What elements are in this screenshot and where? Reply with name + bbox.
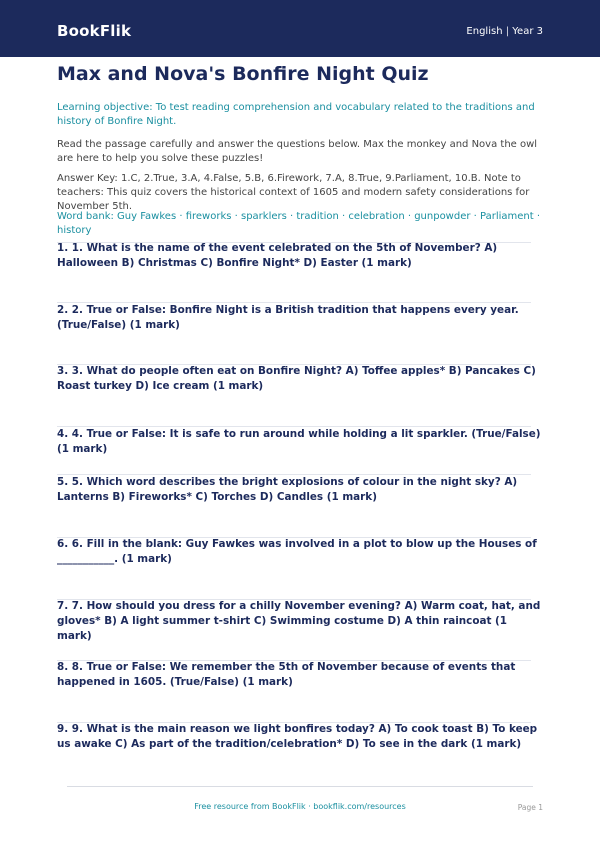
question-4: 4. 4. True or False: It is safe to run around while holding a lit sparkler. (True/False) (1 mark): [57, 428, 541, 455]
answer-line: [57, 302, 531, 303]
question-3: 3. 3. What do people often eat on Bonfire Night? A) Toffee apples* B) Pancakes C) Roast turkey D) Ice cream (1 mark): [57, 365, 536, 392]
answer-line: [57, 242, 531, 243]
answer-line: [57, 364, 531, 365]
question-5: 5. 5. Which word describes the bright explosions of colour in the night sky? A) Lanterns B) Fireworks* C) Torches D) Candles (1 mark): [57, 476, 518, 503]
page-number: Page 1: [517, 803, 543, 812]
answer-line: [57, 660, 531, 661]
question-8: 8. 8. True or False: We remember the 5th of November because of events that happened in 1605. (True/False) (1 mark): [57, 661, 516, 688]
instructions-text: Read the passage carefully and answer the questions below. Max the monkey and Nova the owl are here to help you solve these puzzles!: [57, 139, 538, 164]
page-title: Max and Nova's Bonfire Night Quiz: [57, 63, 429, 85]
word-bank: Word bank: Guy Fawkes · fireworks · sparklers · tradition · celebration · gunpowder · Parliament · history: [57, 211, 541, 236]
answer-key: Answer Key: 1.C, 2.True, 3.A, 4.False, 5.B, 6.Firework, 7.A, 8.True, 9.Parliament, 10.B. Note to teachers: This quiz covers the historical context of 1605 and modern safety considerations for November 5th.: [57, 173, 530, 212]
header-separator: |: [505, 26, 510, 37]
answer-line: [57, 537, 531, 538]
question-2: 2. 2. True or False: Bonfire Night is a British tradition that happens every year. (True/False) (1 mark): [57, 304, 519, 331]
level-label: Year 3: [512, 26, 543, 37]
subject-label: English: [466, 26, 503, 37]
header-bar: [0, 0, 600, 57]
question-9: 9. 9. What is the main reason we light bonfires today? A) To cook toast B) To keep us awake C) As part of the tradition/celebration* D) To see in the dark (1 mark): [57, 723, 538, 750]
answer-line: [57, 474, 531, 475]
question-6: 6. 6. Fill in the blank: Guy Fawkes was involved in a plot to blow up the Houses of ___________. (1 mark): [57, 538, 537, 565]
question-1: 1. 1. What is the name of the event celebrated on the 5th of November? A) Halloween B) Christmas C) Bonfire Night* D) Easter (1 mark): [57, 242, 498, 269]
answer-line: [57, 426, 531, 427]
brand-logo: BookFlik: [57, 22, 132, 40]
answer-line: [57, 722, 531, 723]
answer-line: [57, 599, 531, 600]
learning-objective: Learning objective: To test reading comprehension and vocabulary related to the traditions and history of Bonfire Night.: [57, 102, 535, 127]
header-meta: [466, 26, 543, 37]
footer-divider: [67, 786, 533, 787]
question-7: 7. 7. How should you dress for a chilly November evening? A) Warm coat, hat, and gloves* B) A light summer t-shirt C) Swimming costume D) A thin raincoat (1 mark): [57, 600, 541, 642]
footer-link[interactable]: Free resource from BookFlik · bookflik.com/resources: [194, 802, 406, 811]
